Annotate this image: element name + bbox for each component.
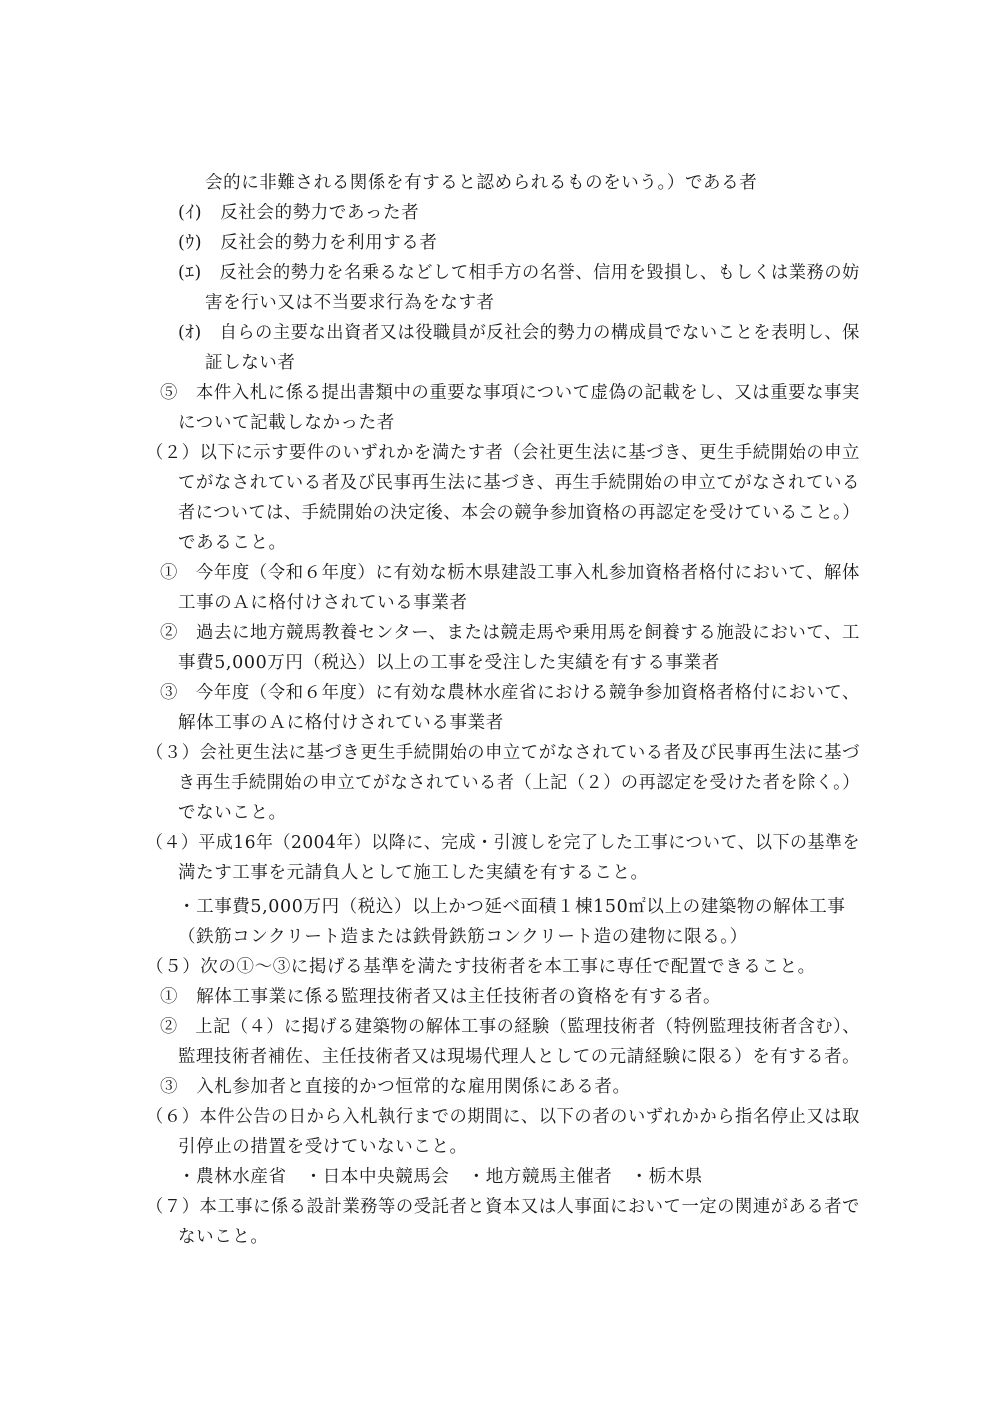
text-line: ないこと。 [178, 1227, 269, 1247]
text-line: てがなされている者及び民事再生法に基づき、再生手続開始の申立てがなされている [178, 473, 861, 493]
text-line: 会的に非難される関係を有すると認められるものをいう。）である者 [205, 173, 758, 193]
text-line: (ｲ) 反社会的勢力であった者 [178, 203, 420, 223]
text-line: （３）会社更生法に基づき更生手続開始の申立てがなされている者及び民事再生法に基づ [146, 743, 861, 763]
text-line: 工事のＡに格付けされている事業者 [178, 593, 468, 613]
text-line: について記載しなかった者 [178, 413, 395, 433]
text-line: 解体工事のＡに格付けされている事業者 [178, 713, 504, 733]
text-line: ⑤ 本件入札に係る提出書類中の重要な事項について虚偽の記載をし、又は重要な事実 [160, 383, 860, 403]
text-line: (ｴ) 反社会的勢力を名乗るなどして相手方の名誉、信用を毀損し、もしくは業務の妨 [178, 263, 860, 283]
text-line: でないこと。 [178, 803, 287, 823]
text-line: ・工事費5,000万円（税込）以上かつ延べ面積１棟150㎡以上の建築物の解体工事 [178, 897, 846, 917]
text-line: （２）以下に示す要件のいずれかを満たす者（会社更生法に基づき、更生手続開始の申立 [146, 443, 860, 463]
text-line: （鉄筋コンクリート造または鉄骨鉄筋コンクリート造の建物に限る。） [178, 927, 748, 947]
text-line: （５）次の①～③に掲げる基準を満たす技術者を本工事に専任で配置できること。 [146, 957, 816, 977]
text-line: 害を行い又は不当要求行為をなす者 [205, 293, 495, 313]
text-line: (ｳ) 反社会的勢力を利用する者 [178, 233, 438, 253]
text-line: （７）本工事に係る設計業務等の受託者と資本又は人事面において一定の関連がある者で [146, 1197, 861, 1217]
text-line: ・農林水産省 ・日本中央競馬会 ・地方競馬主催者 ・栃木県 [178, 1167, 703, 1187]
text-line: ① 今年度（令和６年度）に有効な栃木県建設工事入札参加資格者格付において、解体 [160, 563, 860, 583]
text-line: き再生手続開始の申立てがなされている者（上記（２）の再認定を受けた者を除く。） [178, 773, 861, 793]
text-line: （４）平成16年（2004年）以降に、完成・引渡しを完了した工事について、以下の基準を [146, 833, 860, 853]
text-line: 者については、手続開始の決定後、本会の競争参加資格の再認定を受けていること。） [178, 503, 861, 523]
text-line: ② 過去に地方競馬教養センター、または競走馬や乗用馬を飼養する施設において、工 [160, 623, 861, 643]
text-line: 事費5,000万円（税込）以上の工事を受注した実績を有する事業者 [178, 653, 720, 673]
text-line: であること。 [178, 533, 287, 553]
text-line: 証しない者 [205, 353, 296, 373]
text-line: ① 解体工事業に係る監理技術者又は主任技術者の資格を有する者。 [160, 987, 722, 1007]
text-line: ② 上記（４）に掲げる建築物の解体工事の経験（監理技術者（特例監理技術者含む）、 [160, 1017, 861, 1037]
text-line: (ｵ) 自らの主要な出資者又は役職員が反社会的勢力の構成員でないことを表明し、保 [178, 323, 860, 343]
text-line: 満たす工事を元請負人として施工した実績を有すること。 [178, 863, 649, 883]
text-line: 引停止の措置を受けていないこと。 [178, 1137, 468, 1157]
text-line: 監理技術者補佐、主任技術者又は現場代理人としての元請経験に限る）を有する者。 [178, 1047, 861, 1067]
text-line: ③ 入札参加者と直接的かつ恒常的な雇用関係にある者。 [160, 1077, 631, 1097]
text-line: （６）本件公告の日から入札執行までの期間に、以下の者のいずれかから指名停止又は取 [146, 1107, 861, 1127]
text-line: ③ 今年度（令和６年度）に有効な農林水産省における競争参加資格者格付において、 [160, 683, 860, 703]
